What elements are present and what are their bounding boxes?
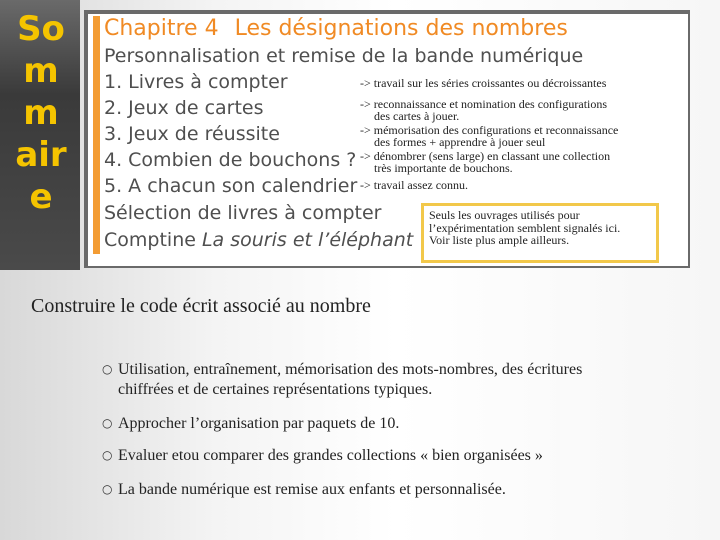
bullet-circle-icon: ○	[102, 362, 113, 376]
bullet-circle-icon: ○	[102, 448, 113, 462]
bullet-text: Evaluer etou comparer des grandes collections « bien organisées »	[118, 447, 543, 464]
comptine-prefix: Comptine	[104, 229, 202, 251]
note-line: -> reconnaissance et nomination des configurations	[360, 97, 608, 111]
sidebar-title-line: So	[17, 9, 65, 49]
note	[360, 99, 680, 122]
bullet-item	[102, 446, 688, 466]
bullet-circle-icon: ○	[102, 482, 113, 496]
note-line: -> dénombrer (sens large) en classant une collection	[360, 149, 611, 163]
callout-line: Seuls les ouvrages utilisés pour	[429, 208, 580, 222]
chapter-title	[104, 16, 568, 41]
comptine-title: La souris et l’éléphant	[201, 229, 414, 251]
note-line: -> travail sur les séries croissantes ou décroissantes	[360, 76, 607, 90]
sidebar-title-line: e	[29, 177, 53, 217]
sidebar-title	[8, 8, 74, 218]
note-line: des formes + apprendre à jouer seul	[374, 134, 546, 149]
bullet-text: chiffrées et de certaines représentations typiques.	[118, 381, 433, 398]
note	[360, 180, 680, 192]
callout-box	[421, 203, 659, 263]
bullet-item	[102, 414, 688, 434]
panel-item: 4. Combien de bouchons ?	[104, 149, 357, 171]
note	[360, 125, 680, 148]
section-heading: Construire le code écrit associé au nombre	[31, 295, 371, 317]
panel-item: 2. Jeux de cartes	[104, 97, 264, 119]
bullet-text: La bande numérique est remise aux enfants et personnalisée.	[118, 481, 506, 498]
panel-subtitle: Personnalisation et remise de la bande numérique	[104, 45, 584, 67]
panel-item: 1. Livres à compter	[104, 71, 288, 93]
sidebar-title-line: air	[15, 135, 67, 175]
accent-bar	[93, 16, 100, 254]
note	[360, 78, 680, 90]
bullet-item	[102, 480, 688, 500]
sidebar-title-line: m	[23, 93, 59, 133]
note-line: des cartes à jouer.	[374, 108, 460, 123]
comptine-line	[104, 229, 413, 251]
bullet-text: Utilisation, entraînement, mémorisation des mots-nombres, des écritures	[118, 361, 583, 378]
panel-item: 3. Jeux de réussite	[104, 123, 280, 145]
callout-line: Voir liste plus ample ailleurs.	[429, 233, 570, 247]
sidebar-title-line: m	[23, 51, 59, 91]
note-line: -> travail assez connu.	[360, 178, 469, 192]
note-line: -> mémorisation des configurations et reconnaissance	[360, 123, 619, 137]
bullet-text: Approcher l’organisation par paquets de 10.	[118, 415, 400, 432]
note	[360, 151, 680, 174]
panel-item: 5. A chacun son calendrier	[104, 175, 358, 197]
bullet-circle-icon: ○	[102, 416, 113, 430]
panel-item: Sélection de livres à compter	[104, 202, 382, 224]
note-line: très importante de bouchons.	[374, 160, 513, 175]
chapter-name: Les désignations des nombres	[234, 16, 568, 41]
callout-line: l’expérimentation semblent signalés ici.	[429, 220, 621, 235]
bullet-item	[102, 360, 688, 400]
chapter-number: Chapitre 4	[104, 16, 219, 41]
